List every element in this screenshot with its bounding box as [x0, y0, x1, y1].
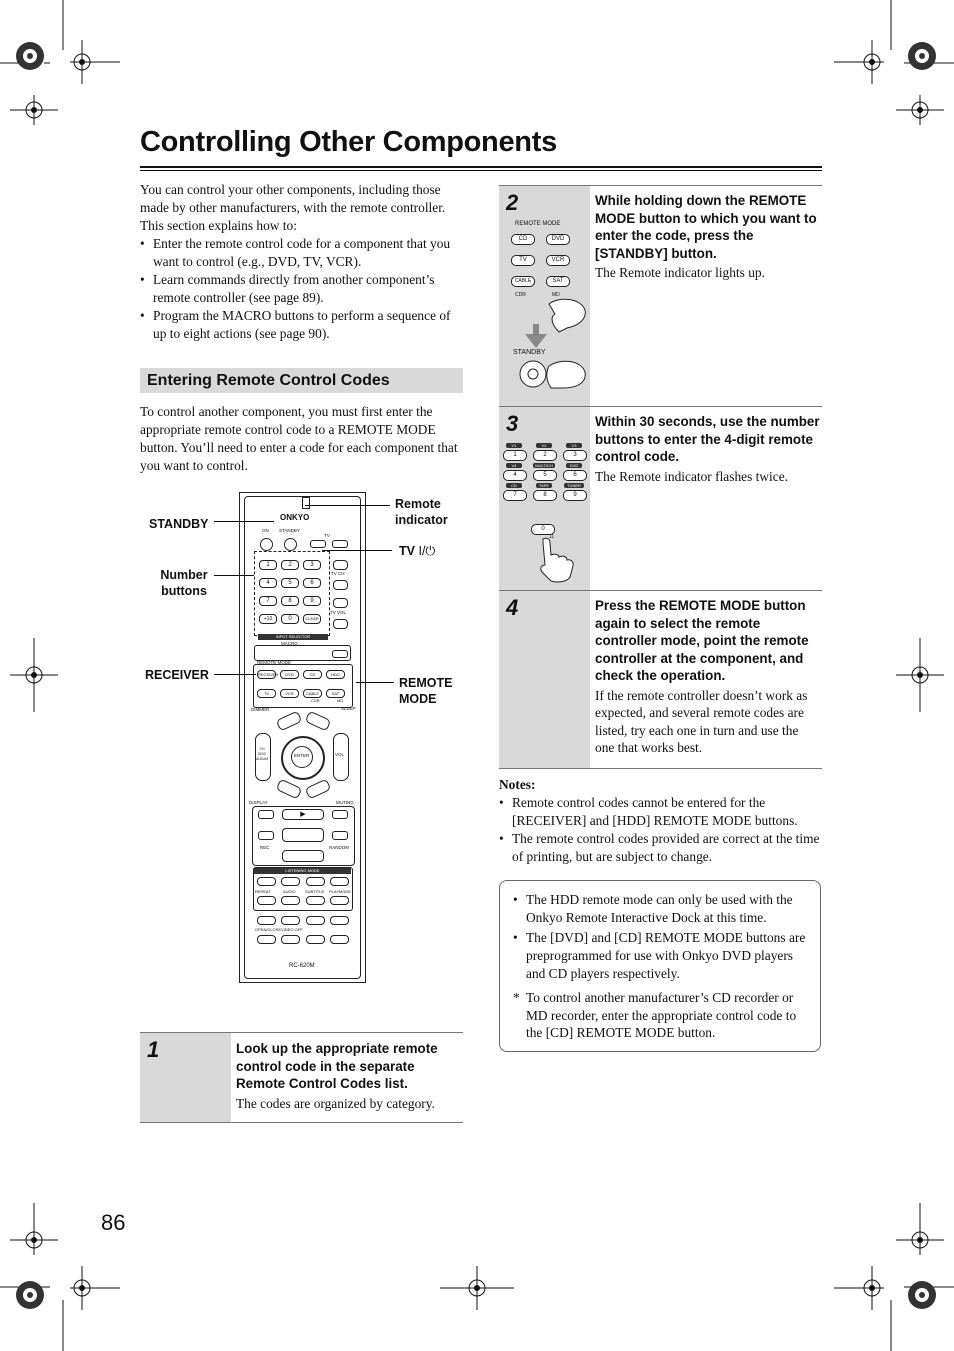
mode-key[interactable]: CABLE [511, 276, 535, 287]
remote-mode-key[interactable]: VCR [280, 689, 299, 698]
subtitle-button[interactable] [306, 896, 325, 905]
open-close-button[interactable] [257, 935, 276, 944]
intro-bullet: • Program the MACRO buttons to perform a sequence of up to eight actions (see page 90). [140, 307, 465, 343]
vol-rocker[interactable] [333, 733, 349, 781]
info-box-item: • The [DVD] and [CD] REMOTE MODE buttons are preprogrammed for use with Onkyo DVD players and CD players respectively. [513, 929, 813, 983]
number-key[interactable]: 1 [503, 450, 527, 461]
number-key[interactable]: 7 [503, 490, 527, 501]
key-tag: MULTICH [533, 463, 555, 468]
remote-mode-key[interactable]: DVD [280, 670, 299, 679]
number-key[interactable]: +10 [259, 614, 277, 624]
step2-fig-title: REMOTE MODE [515, 221, 561, 227]
step-1 [140, 1032, 463, 1123]
surr-button[interactable] [281, 877, 300, 886]
label-on: ON [262, 528, 269, 533]
ff-button[interactable] [332, 831, 348, 840]
on-button[interactable] [260, 538, 273, 551]
tv-power-button[interactable] [310, 540, 326, 548]
intro-paragraph: You can control your other components, including those made by other manufacturers, with the remote controller. This section explains how to: [140, 182, 446, 233]
mode-key[interactable]: TV [511, 255, 535, 266]
remote-mode-key[interactable]: TV [257, 689, 276, 698]
step-number: 1 [140, 1033, 231, 1122]
callout-remote-mode: REMOTE MODE [399, 676, 453, 706]
number-key[interactable]: 0 [281, 614, 299, 624]
label-cdr: CDR [311, 698, 320, 703]
remote-mode-key[interactable]: SAT [326, 689, 345, 698]
number-key[interactable]: 1 [259, 560, 277, 570]
key-tag: V2 [536, 443, 552, 448]
audio-button[interactable] [281, 896, 300, 905]
mode-key[interactable]: VCR [546, 255, 570, 266]
learn-button[interactable] [332, 650, 348, 658]
callout-receiver: RECEIVER [145, 668, 209, 682]
bottom-row [257, 916, 349, 924]
level-minus-button[interactable] [306, 916, 325, 925]
play-button[interactable]: ▶ [282, 809, 324, 820]
step3-keypad [503, 443, 589, 501]
number-key[interactable]: 5 [533, 470, 557, 481]
label-muting: MUTING [336, 800, 354, 805]
stereo-button[interactable] [257, 877, 276, 886]
number-key[interactable]: 0 [531, 524, 555, 535]
page-number: 86 [101, 1210, 126, 1235]
label-open-close: OPEN/CLOSE [255, 927, 282, 932]
info-box-asterisk-note [513, 989, 813, 1042]
bottom-row-2 [257, 935, 349, 943]
label-rec: REC [260, 845, 270, 850]
callout-remote-indicator: Remote indicator [395, 497, 448, 527]
label-audio: AUDIO [283, 889, 296, 894]
hand-icon [537, 535, 577, 585]
step-detail: If the remote controller doesn’t work as expected, and several remote codes are listed, try each one in turn and use the one that works best. [595, 687, 808, 755]
step-number: 3 [499, 407, 590, 591]
remote-indicator [302, 497, 310, 509]
label-standby: STANDBY [279, 528, 300, 533]
notes-list [499, 794, 822, 866]
key-tag: CD [506, 483, 522, 488]
number-key[interactable]: 3 [563, 450, 587, 461]
label-macro: MACRO [281, 641, 298, 646]
playmode-button[interactable] [330, 896, 349, 905]
label-video-off: VIDEO OFF [281, 927, 303, 932]
number-key[interactable]: 6 [563, 470, 587, 481]
section-heading: Entering Remote Control Codes [140, 368, 463, 393]
title-rule [140, 166, 822, 168]
label-repeat: REPEAT [255, 889, 271, 894]
step-detail: The Remote indicator lights up. [595, 265, 765, 280]
note-item: • The remote control codes provided are correct at the time of printing, but are subject to change. [499, 830, 822, 866]
remote-mode-keys [257, 670, 349, 698]
label-md: MD [337, 698, 344, 703]
key-small-label: 11 [549, 534, 555, 540]
info-box-bullets [513, 891, 813, 983]
number-key[interactable]: 4 [503, 470, 527, 481]
pause-stop-button[interactable] [282, 828, 324, 842]
mode-key[interactable]: CD [511, 234, 535, 245]
step-text [595, 413, 820, 485]
label-cdr: CDR [515, 292, 526, 298]
step-text [595, 192, 820, 282]
remote-mode-key[interactable]: CABLE [303, 689, 322, 698]
brand-logo: ONKYO [280, 513, 310, 522]
label-dimmer: DIMMER [251, 707, 270, 712]
label-listening-mode: LISTENING MODE [254, 868, 351, 874]
label-ch-disc-album: CH DISC ALBUM [256, 747, 269, 761]
remote-mode-key[interactable]: RECEIVER [258, 672, 279, 677]
remote-mode-key[interactable]: CD [303, 670, 322, 679]
mode-key[interactable]: DVD [546, 234, 570, 245]
number-key[interactable]: 7 [259, 596, 277, 606]
key-tag: DVD [566, 463, 582, 468]
key-tag: V4 [506, 463, 522, 468]
test-tone-button[interactable] [281, 916, 300, 925]
number-key[interactable]: 2 [533, 450, 557, 461]
cleartext-button[interactable] [306, 935, 325, 944]
number-key[interactable]: CLEAR [303, 614, 321, 624]
step-text [236, 1040, 461, 1112]
notes-heading: Notes: [499, 777, 536, 792]
number-key[interactable]: 9 [303, 596, 321, 606]
tv-input-button[interactable] [332, 540, 348, 548]
callout-tv [399, 543, 435, 559]
search-button[interactable] [282, 850, 324, 862]
step-number: 2 [499, 186, 590, 407]
label-tv-ch: TV CH [331, 571, 345, 576]
step-2 [499, 185, 822, 407]
number-keypad [259, 560, 327, 624]
callout-tv-symbol: I/⏻ [418, 544, 436, 558]
number-key[interactable]: 2 [281, 560, 299, 570]
remote-mode-key[interactable]: HDD [326, 670, 345, 679]
step-detail: The codes are organized by category. [236, 1095, 435, 1111]
notes [499, 776, 822, 866]
label-tv: TV [324, 533, 330, 538]
callout-tv-label: TV [399, 544, 415, 558]
tv-ch-up-button[interactable] [333, 560, 348, 570]
step-instruction: Within 30 seconds, use the number buttons to enter the 4-digit remote control code. [595, 414, 820, 464]
step-number: 4 [499, 591, 590, 768]
info-box-item: • The HDD remote mode can only be used with the Onkyo Remote Interactive Dock at this time. [513, 891, 813, 927]
label-tv-vol: TV VOL [330, 610, 347, 615]
standby-button[interactable] [284, 538, 297, 551]
callout-standby: STANDBY [149, 517, 209, 531]
label-random: RANDOM [329, 845, 349, 850]
step2-illustration [519, 296, 589, 396]
repeat-button[interactable] [257, 896, 276, 905]
intro-bullet: • Learn commands directly from another component’s remote controller (see page 89). [140, 271, 465, 307]
thx-button[interactable] [306, 877, 325, 886]
label-enter: ENTER [294, 753, 310, 758]
video-off-button[interactable] [281, 935, 300, 944]
intro-bullet: • Enter the remote control code for a component that you want to control (e.g., DVD, TV, VCR). [140, 235, 465, 271]
intro [140, 181, 465, 343]
step-instruction: While holding down the REMOTE MODE button to which you want to enter the code, press the [STANDBY] button. [595, 193, 817, 261]
number-key[interactable]: 5 [281, 578, 299, 588]
step-text [595, 597, 820, 757]
step-instruction: Look up the appropriate remote control code in the separate Remote Control Codes list. [236, 1041, 438, 1091]
label-display: DISPLAY [249, 800, 268, 805]
label-md: MD [552, 292, 560, 298]
prev-button[interactable] [258, 810, 274, 819]
key-tag: TAPE [536, 483, 552, 488]
asterisk-mark: * [513, 990, 520, 1005]
level-plus-button[interactable] [330, 916, 349, 925]
title-rule-thin [140, 170, 822, 171]
label-remote-mode: REMOTE MODE [257, 660, 292, 665]
step2-mode-keys [511, 234, 581, 287]
label-vol: VOL [335, 752, 345, 757]
number-key[interactable]: 8 [281, 596, 299, 606]
label-playmode: PLAYMODE [329, 889, 351, 894]
tv-vol-down-button[interactable] [333, 619, 348, 629]
step-4 [499, 590, 822, 769]
rew-button[interactable] [258, 831, 274, 840]
mode-key[interactable]: SAT [546, 276, 570, 287]
label-sleep: SLEEP [341, 706, 356, 711]
dvd-mode-button[interactable] [330, 935, 349, 944]
key-tag: TUNER [564, 483, 584, 488]
number-key[interactable]: 8 [533, 490, 557, 501]
key-tag: V3 [566, 443, 582, 448]
listening-row [257, 877, 349, 885]
callout-number-buttons: Number buttons [160, 568, 208, 598]
asterisk-text: To control another manufacturer’s CD recorder or MD recorder, enter the appropriate control code to the [CD] REMOTE MODE button. [526, 990, 797, 1040]
page-title: Controlling Other Components [140, 126, 557, 158]
tv-vol-up-button[interactable] [333, 598, 348, 608]
label-subtitle: SUBTITLE [305, 889, 325, 894]
tv-ch-down-button[interactable] [333, 580, 348, 590]
listening-row-2 [257, 896, 349, 904]
step-detail: The Remote indicator flashes twice. [595, 468, 788, 484]
info-box [499, 880, 821, 1052]
number-key[interactable]: 3 [303, 560, 321, 570]
section-paragraph: To control another component, you must first enter the appropriate remote control code to a REMOTE MODE button. You’ll need to enter a code for each component that you want to control. [140, 404, 458, 473]
all-st-button[interactable] [330, 877, 349, 886]
step2-standby-label: STANDBY [513, 349, 546, 356]
key-tag: V1 [506, 443, 522, 448]
note-item: • Remote control codes cannot be entered for the [RECEIVER] and [HDD] REMOTE MODE buttons. [499, 794, 822, 830]
step-instruction: Press the REMOTE MODE button again to select the remote controller mode, point the remote controller at the component, and check the operation. [595, 598, 809, 683]
model-label: RC-620M [289, 963, 315, 969]
intro-bullets [140, 235, 465, 343]
number-key[interactable]: 4 [259, 578, 277, 588]
number-key[interactable]: 9 [563, 490, 587, 501]
number-key[interactable]: 6 [303, 578, 321, 588]
next-button[interactable] [332, 810, 348, 819]
step-3 [499, 406, 822, 591]
label-input-selector: INPUT SELECTOR [258, 634, 328, 640]
ch-sel-button[interactable] [257, 916, 276, 925]
